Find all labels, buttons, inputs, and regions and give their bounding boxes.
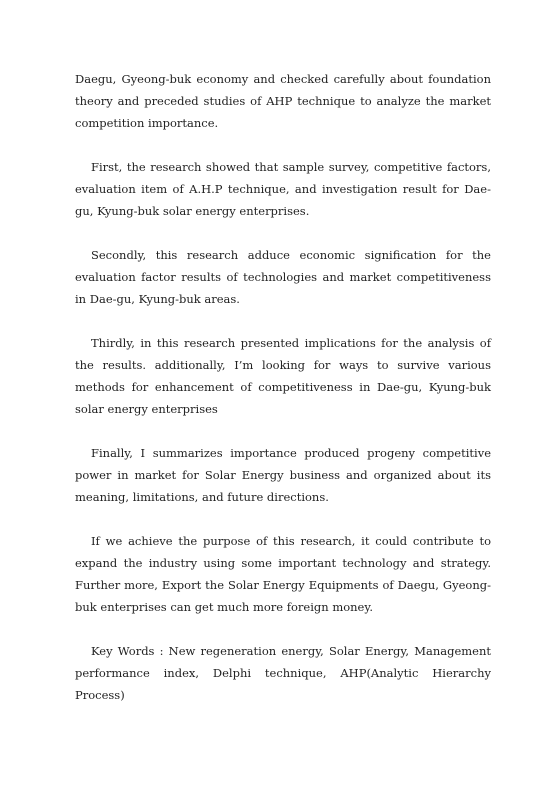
paragraph-keywords: Key Words : New regeneration energy, Solar Energy, Management performance index, Delphi technique, AHP(Analytic Hierarchy Process) (75, 644, 491, 702)
paragraph-intro: Daegu, Gyeong-buk economy and checked carefully about foundation theory and preceded studies of AHP technique to analyze the market competition importance. (75, 72, 491, 130)
paragraph-finally: Finally, I summarizes importance produced progeny competitive power in market for Solar Energy business and organized about its meaning, limitations, and future directions. (75, 446, 491, 504)
paragraph-first: First, the research showed that sample survey, competitive factors, evaluation item of A.H.P technique, and investigation result for Dae-gu, Kyung-buk solar energy enterprises. (75, 160, 491, 218)
paragraph-second: Secondly, this research adduce economic signification for the evaluation factor results of technologies and market competitiveness in Dae-gu, Kyung-buk areas. (75, 248, 491, 306)
abstract-text (75, 68, 491, 728)
paragraph-purpose: If we achieve the purpose of this research, it could contribute to expand the industry using some important technology and strategy. Further more, Export the Solar Energy Equipments of Daegu, Gyeong-buk enterprises can get much more foreign money. (75, 534, 491, 614)
paragraph-third: Thirdly, in this research presented implications for the analysis of the results. additionally, I’m looking for ways to survive various methods for enhancement of competitiveness in Dae-gu, Kyung-buk solar energy enterprises (75, 336, 491, 416)
